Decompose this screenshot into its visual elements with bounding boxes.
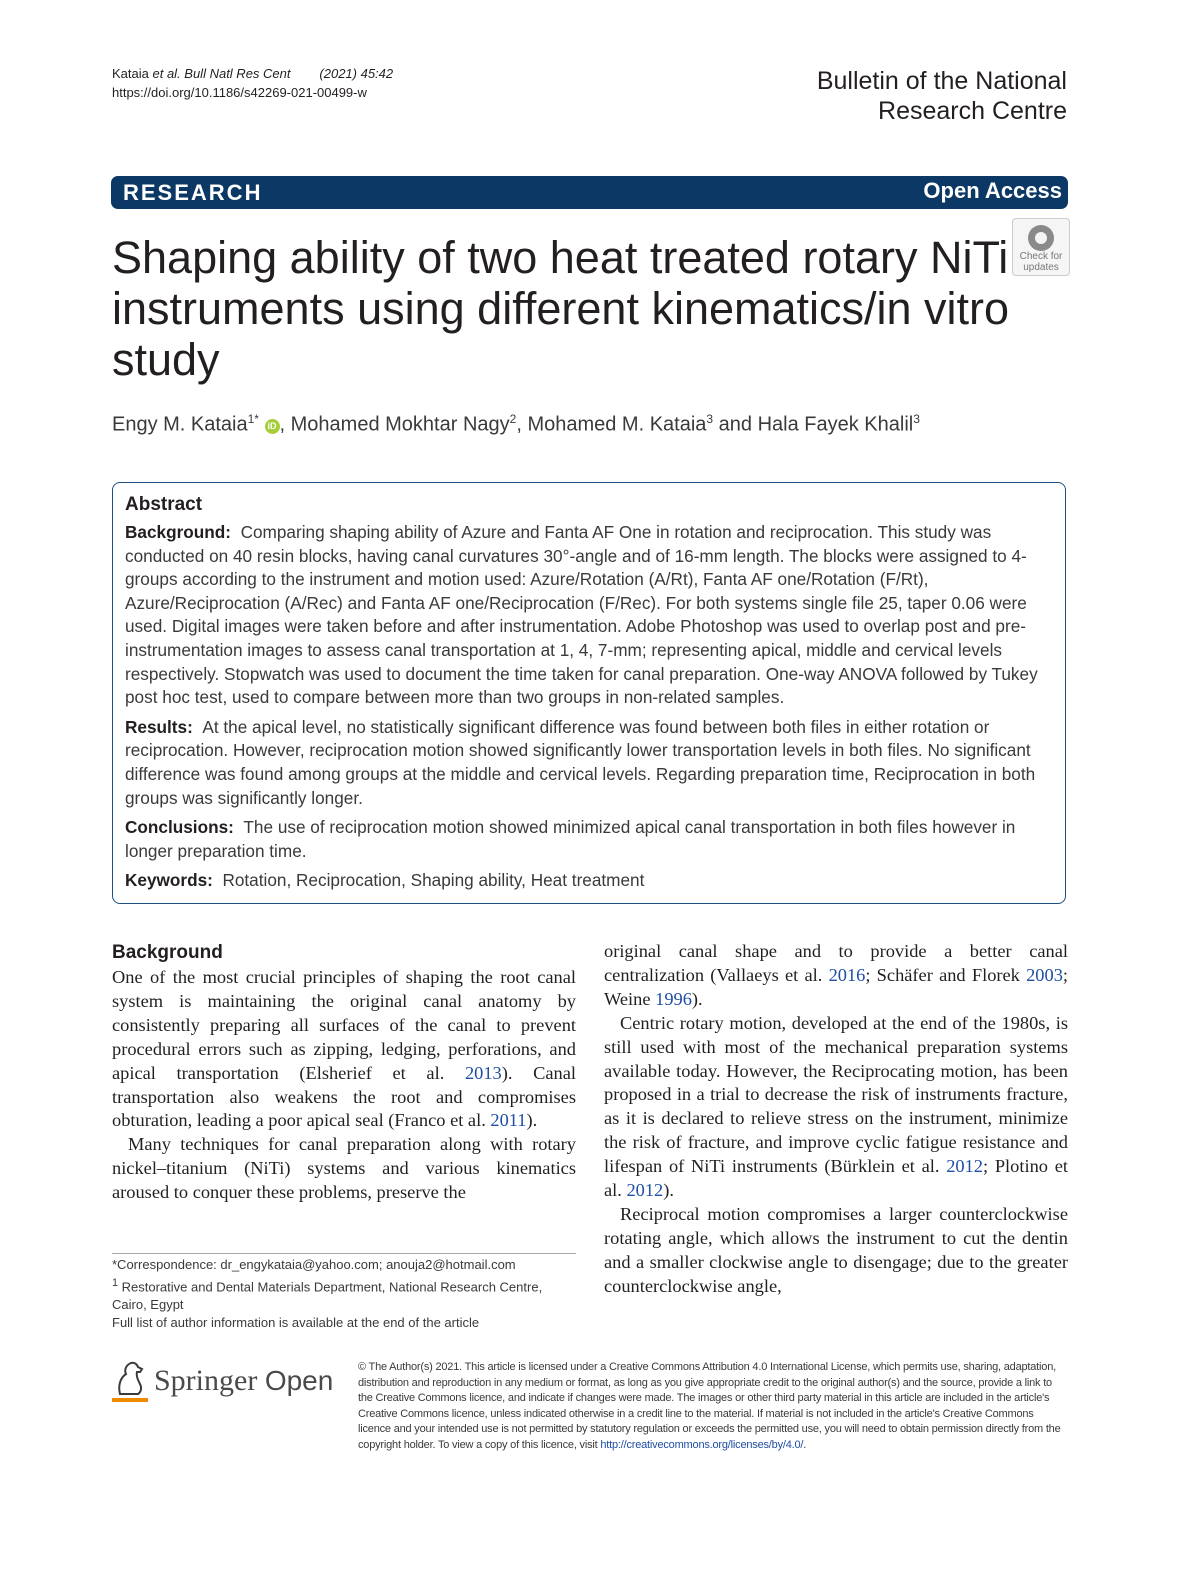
affiliation xyxy=(112,1274,576,1314)
article-type-label: RESEARCH xyxy=(123,180,263,205)
correspondence: *Correspondence: dr_engykataia@yahoo.com; anouja2@hotmail.com xyxy=(112,1257,516,1272)
body-text: ; Plotino et al. xyxy=(604,1156,1068,1201)
springer-horse-icon xyxy=(112,1360,146,1398)
springer-name: Springer xyxy=(154,1364,258,1397)
author-list xyxy=(112,406,920,438)
citation-header xyxy=(112,64,393,102)
body-text: ; Weine xyxy=(604,964,1069,1009)
check-updates-line1: Check for xyxy=(1019,251,1063,262)
license-end: . xyxy=(803,1438,807,1451)
abstract-heading: Abstract xyxy=(125,494,203,515)
body-text: ). Canal transportation also weakens the root and compromises obturation, leading a poor apical seal (Franco et al. xyxy=(112,1062,577,1131)
body-text: ). xyxy=(526,1110,538,1131)
abstract-background-text: Comparing shaping ability of Azure and Fanta AF One in rotation and reciprocation. This study was conducted on 40 resin blocks, having canal curvatures 30°-angle and of 16-mm length. The blocks were assigned to 4-groups according to the instrument and motion used: Azure/Rotation (A/Rt), Fanta AF one/Rotation (F/Rt), Azure/Reciprocation (A/Rec) and Fanta AF one/Reciprocation (F/Rec). For both systems single file 25, taper 0.06 were used. Digital images were taken before and after instrumentation. Adobe Photoshop was used to overlap post and pre-instrumentation images to assess canal transportation at 1, 4, 7-mm; representing apical, middle and cervical levels respectively. Stopwatch was used to document the time taken for canal preparation. One-way ANOVA followed by Tukey post hoc test, used to compare between more than two groups in non-related samples. xyxy=(125,522,1038,708)
abstract-background xyxy=(125,521,1053,710)
license-statement xyxy=(358,1360,1068,1454)
author-3-affil: 3 xyxy=(706,412,714,426)
abstract-conclusions-text: The use of reciprocation motion showed minimized apical canal transportation in both files however in longer preparation time. xyxy=(125,817,1016,861)
journal-name-line2: Research Centre xyxy=(878,97,1067,125)
springer-open-logo xyxy=(112,1358,342,1408)
article-type-banner xyxy=(111,176,1068,209)
journal-name xyxy=(817,66,1067,126)
citation-link[interactable]: 2012 xyxy=(626,1180,664,1201)
abstract-conclusions-label: Conclusions: xyxy=(125,817,234,838)
journal-name-line1: Bulletin of the National xyxy=(816,67,1067,95)
abstract-results-label: Results: xyxy=(125,716,193,737)
abstract-keywords-label: Keywords: xyxy=(125,870,213,891)
orcid-icon[interactable]: iD xyxy=(265,419,280,434)
citation-link[interactable]: 2016 xyxy=(828,964,866,985)
body-text: original canal shape and to provide a better canal centralization (Vallaeys et al. xyxy=(604,941,1068,985)
body-paragraph-4 xyxy=(604,1012,1068,1203)
license-text: © The Author(s) 2021. This article is licensed under a Creative Commons Attribution 4.0 International License, which permits use, sharing, adaptation, distribution and reproduction in any medium or format, as long as you give appropriate credit to the original author(s) and the source, provide a link to the Creative Commons licence, and indicate if changes were made. The images or other third party material in this article are included in the article's Creative Commons licence, unless indicated otherwise in a credit line to the material. If material is not included in the article's Creative Commons licence and your intended use is not permitted by statutory regulation or exceeds the permitted use, you will need to obtain permission directly from the copyright holder. To view a copy of this licence, visit xyxy=(358,1361,1061,1451)
body-paragraph-1 xyxy=(112,966,576,1133)
author-1: Engy M. Kataia xyxy=(112,413,248,436)
abstract-box xyxy=(112,482,1066,904)
author-2: , Mohamed Mokhtar Nagy xyxy=(279,413,510,436)
affiliation-text: Restorative and Dental Materials Department, National Research Centre, Cairo, Egypt xyxy=(112,1279,543,1313)
citation-link[interactable]: 2012 xyxy=(946,1156,983,1177)
author-info-note: Full list of author information is available at the end of the article xyxy=(112,1315,480,1331)
abstract-results xyxy=(125,716,1053,810)
open-access-label: Open Access xyxy=(923,178,1062,203)
springer-wordmark xyxy=(154,1364,333,1398)
affiliation-number: 1 xyxy=(112,1277,119,1289)
body-left-column xyxy=(112,940,576,1205)
citation-year: (2021) 45:42 xyxy=(319,66,394,81)
abstract-background-label: Background: xyxy=(125,522,231,542)
body-text: ; Schäfer and Florek xyxy=(865,964,1027,985)
body-text: ). xyxy=(691,988,703,1009)
body-right-column xyxy=(604,940,1068,1299)
doi-link[interactable]: https://doi.org/10.1186/s42269-021-00499-w xyxy=(112,85,367,100)
abstract-keywords xyxy=(125,869,1053,893)
footnote-divider xyxy=(112,1253,576,1254)
article-title: Shaping ability of two heat treated rotary NiTi instruments using different kinematics/in vitro study xyxy=(112,232,1010,385)
author-4: and Hala Fayek Khalil xyxy=(713,413,914,436)
abstract-keywords-text: Rotation, Reciprocation, Shaping ability, Heat treatment xyxy=(222,870,645,891)
citation-authors: Kataia xyxy=(112,66,149,81)
citation-link[interactable]: 2011 xyxy=(490,1110,527,1131)
license-link[interactable]: http://creativecommons.org/licenses/by/4.0/ xyxy=(600,1438,804,1451)
citation-journal: et al. Bull Natl Res Cent xyxy=(148,66,291,81)
section-heading-background: Background xyxy=(112,942,223,963)
body-text: One of the most crucial principles of shaping the root canal system is maintaining the original canal anatomy by consistently preparing all surfaces of the canal to prevent procedural errors such as zipping, ledging, perforations, and apical transportation (Elsherief et al. xyxy=(112,967,576,1083)
abstract-results-text: At the apical level, no statistically significant difference was found between both files in either rotation or reciprocation. However, reciprocation motion showed significantly lower transportation levels in both files. No significant difference was found among groups at the middle and cervical levels. Regarding preparation time, Reciprocation in both groups was significantly longer. xyxy=(125,716,1036,808)
body-paragraph-5: Reciprocal motion compromises a larger counterclockwise rotating angle, which allows the instrument to cut the dentin and a smaller clockwise angle to disengage; due to the greater counterclockwise angle, xyxy=(604,1203,1068,1296)
springer-accent-bar xyxy=(112,1398,148,1402)
author-2-affil: 2 xyxy=(509,412,517,426)
check-updates-line2: updates xyxy=(1023,262,1059,273)
body-paragraph-2: Many techniques for canal preparation along with rotary nickel–titanium (NiTi) systems and various kinematics aroused to conquer these problems, preserve the xyxy=(112,1134,576,1203)
citation-link[interactable]: 1996 xyxy=(655,988,692,1009)
body-text: ). xyxy=(663,1180,674,1201)
footnotes xyxy=(112,1256,576,1332)
check-updates-icon xyxy=(1028,225,1054,251)
author-1-affil: 1* xyxy=(247,412,259,426)
author-3: , Mohamed M. Kataia xyxy=(516,413,707,436)
body-text: Centric rotary motion, developed at the end of the 1980s, is still used with most of the mechanical preparation systems available today. However, the Reciprocating motion, has been proposed in a trial to decrease the risk of instruments fracture, as it is declared to relieve stress on the instrument, minimize the risk of fracture, and improve cyclic fatigue resistance and lifespan of NiTi instruments (Bürklein et al. xyxy=(604,1012,1068,1177)
citation-link[interactable]: 2013 xyxy=(464,1062,502,1083)
springer-open-suffix: Open xyxy=(264,1365,334,1396)
abstract-conclusions xyxy=(125,816,1053,863)
body-paragraph-3 xyxy=(604,940,1068,1012)
citation-link[interactable]: 2003 xyxy=(1026,964,1063,985)
check-for-updates-badge[interactable] xyxy=(1012,218,1070,276)
author-4-affil: 3 xyxy=(913,412,920,426)
